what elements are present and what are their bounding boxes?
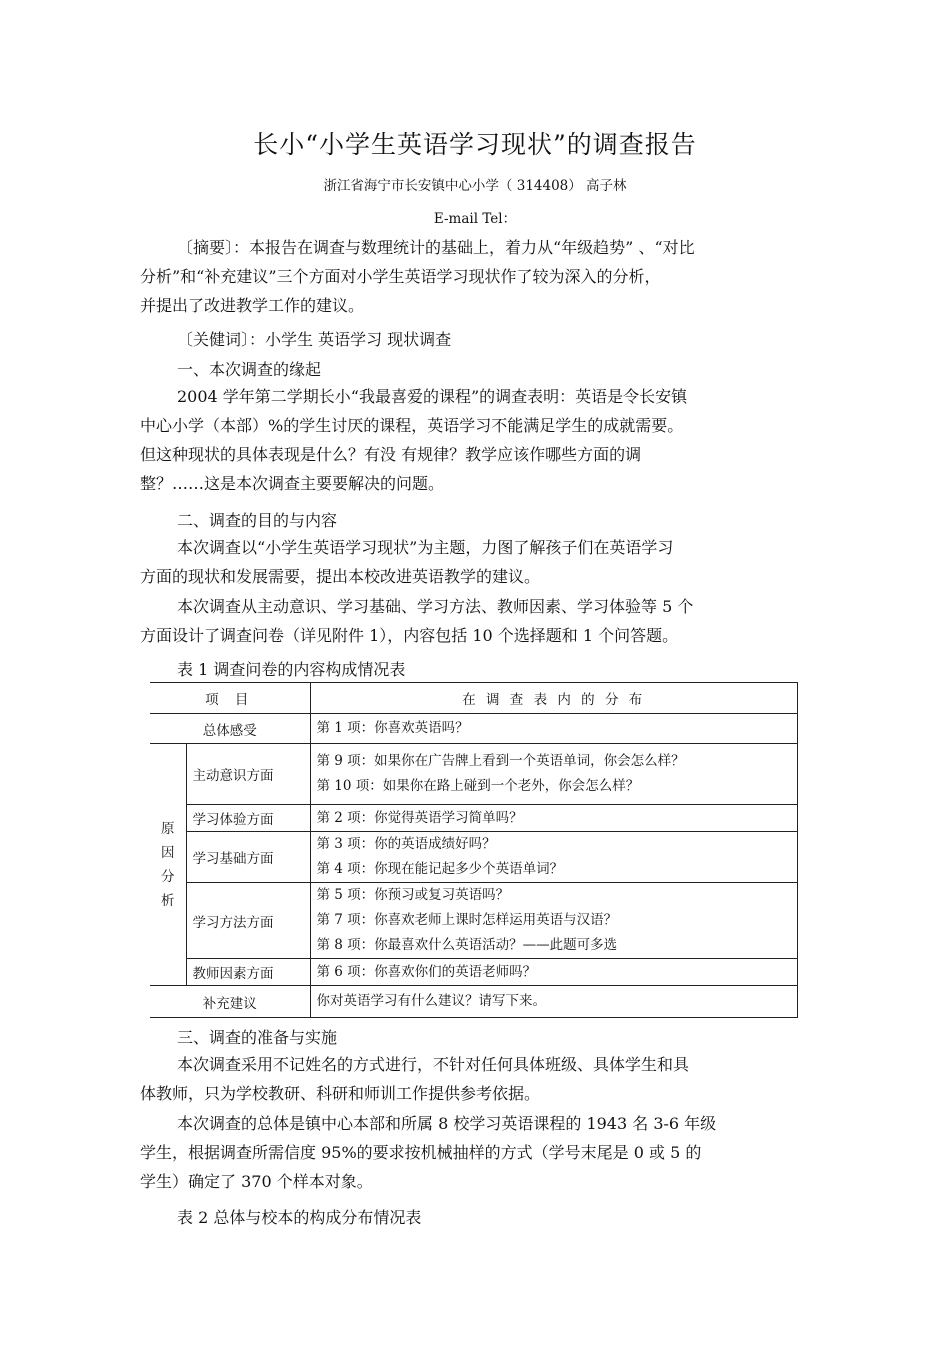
section2-p1 [140, 533, 800, 591]
question-text: 第 8 项：你最喜欢什么英语活动？——此题可多选 [316, 937, 618, 953]
body-line: 体教师，只为学校教研、科研和师训工作提供参考依据。 [140, 1084, 541, 1103]
row-questions [310, 744, 798, 805]
table1-caption: 表 1 调查问卷的内容构成情况表 [177, 660, 406, 679]
reason-char: 原 [161, 820, 175, 837]
supplement-questions [310, 986, 798, 1018]
question-text: 你对英语学习有什么建议？请写下来。 [316, 993, 546, 1009]
question-text: 第 10 项：如果你在路上碰到一个老外，你会怎么样？ [316, 778, 640, 794]
question-text: 第 4 项：你现在能记起多少个英语单词？ [316, 861, 564, 877]
header-item: 项 目 [150, 683, 310, 714]
body-line: 学生）确定了 370 个样本对象。 [140, 1172, 373, 1191]
row-label: 学习体验方面 [186, 805, 310, 832]
question-text: 第 6 项：你喜欢你们的英语老师吗？ [316, 963, 537, 980]
row-label: 教师因素方面 [186, 959, 310, 986]
question-text: 第 9 项：如果你在广告牌上看到一个英语单词，你会怎么样？ [316, 753, 685, 769]
row-label: 主动意识方面 [186, 744, 310, 805]
section3-heading: 三、调查的准备与实施 [177, 1028, 338, 1047]
body-line: 方面设计了调查问卷（详见附件 1），内容包括 10 个选择题和 1 个问答题。 [140, 626, 679, 645]
section1-heading: 一、本次调查的缘起 [177, 360, 322, 379]
row-label: 学习方法方面 [186, 883, 310, 959]
row-questions [310, 805, 798, 832]
reason-char: 因 [161, 844, 175, 861]
table2-caption: 表 2 总体与校本的构成分布情况表 [177, 1208, 422, 1227]
section2-heading: 二、调查的目的与内容 [177, 511, 338, 530]
body-line: 2004 学年第二学期长小“我最喜爱的课程”的调查表明：英语是令长安镇 [177, 387, 688, 406]
body-line: 学生，根据调查所需信度 95%的要求按机械抽样的方式（学号末尾是 0 或 5 的 [140, 1143, 702, 1162]
question-text: 第 3 项：你的英语成绩好吗？ [316, 836, 496, 852]
keywords: 〔关健词〕：小学生 英语学习 现状调查 [177, 330, 452, 349]
abstract [140, 233, 800, 320]
report-title: 长小“小学生英语学习现状”的调查报告 [253, 130, 697, 159]
question-text: 第 1 项：你喜欢英语吗？ [316, 720, 469, 736]
row-questions [310, 832, 798, 883]
survey-content-table [150, 682, 798, 1018]
question-text: 第 5 项：你预习或复习英语吗？ [316, 887, 510, 903]
overall-questions [310, 714, 798, 744]
body-line: 本次调查采用不记姓名的方式进行，不针对任何具体班级、具体学生和具 [177, 1055, 690, 1074]
section2-p2 [140, 592, 800, 650]
row-label: 学习基础方面 [186, 832, 310, 883]
body-line: 中心小学（本部）%的学生讨厌的课程，英语学习不能满足学生的成就需要。 [140, 416, 684, 435]
contact-line: E-mail Tel： [433, 211, 517, 227]
author-line: 浙江省海宁市长安镇中心小学（ 314408） 高子林 [323, 178, 627, 194]
header-distribution: 在 调 查 表 内 的 分 布 [310, 683, 798, 714]
supplement-label: 补充建议 [150, 986, 310, 1018]
body-line: 但这种现状的具体表现是什么？有没 有规律？教学应该作哪些方面的调 [140, 445, 642, 464]
section3-p1 [140, 1050, 800, 1108]
body-line: 整？……这是本次调查主要要解决的问题。 [140, 474, 445, 493]
abstract-line: 并提出了改进教学工作的建议。 [140, 296, 365, 315]
body-line: 方面的现状和发展需要，提出本校改进英语教学的建议。 [140, 567, 541, 586]
reason-char: 析 [161, 892, 175, 909]
abstract-line: 〔摘要〕：本报告在调查与数理统计的基础上，着力从“年级趋势” 、“对比 [177, 238, 695, 257]
reason-analysis-label [150, 744, 186, 986]
body-line: 本次调查的总体是镇中心本部和所属 8 校学习英语课程的 1943 名 3-6 年级 [177, 1114, 717, 1133]
section3-p2 [140, 1109, 800, 1196]
abstract-line: 分析”和“补充建议”三个方面对小学生英语学习现状作了较为深入的分析， [140, 267, 661, 286]
overall-label: 总体感受 [150, 714, 310, 744]
question-text: 第 2 项：你觉得英语学习简单吗？ [316, 809, 523, 826]
row-questions [310, 959, 798, 986]
section1-body [140, 382, 800, 498]
reason-char: 分 [161, 868, 175, 885]
body-line: 本次调查从主动意识、学习基础、学习方法、教师因素、学习体验等 5 个 [177, 597, 694, 616]
body-line: 本次调查以“小学生英语学习现状”为主题，力图了解孩子们在英语学习 [177, 538, 674, 557]
row-questions [310, 883, 798, 959]
question-text: 第 7 项：你喜欢老师上课时怎样运用英语与汉语？ [316, 912, 618, 928]
